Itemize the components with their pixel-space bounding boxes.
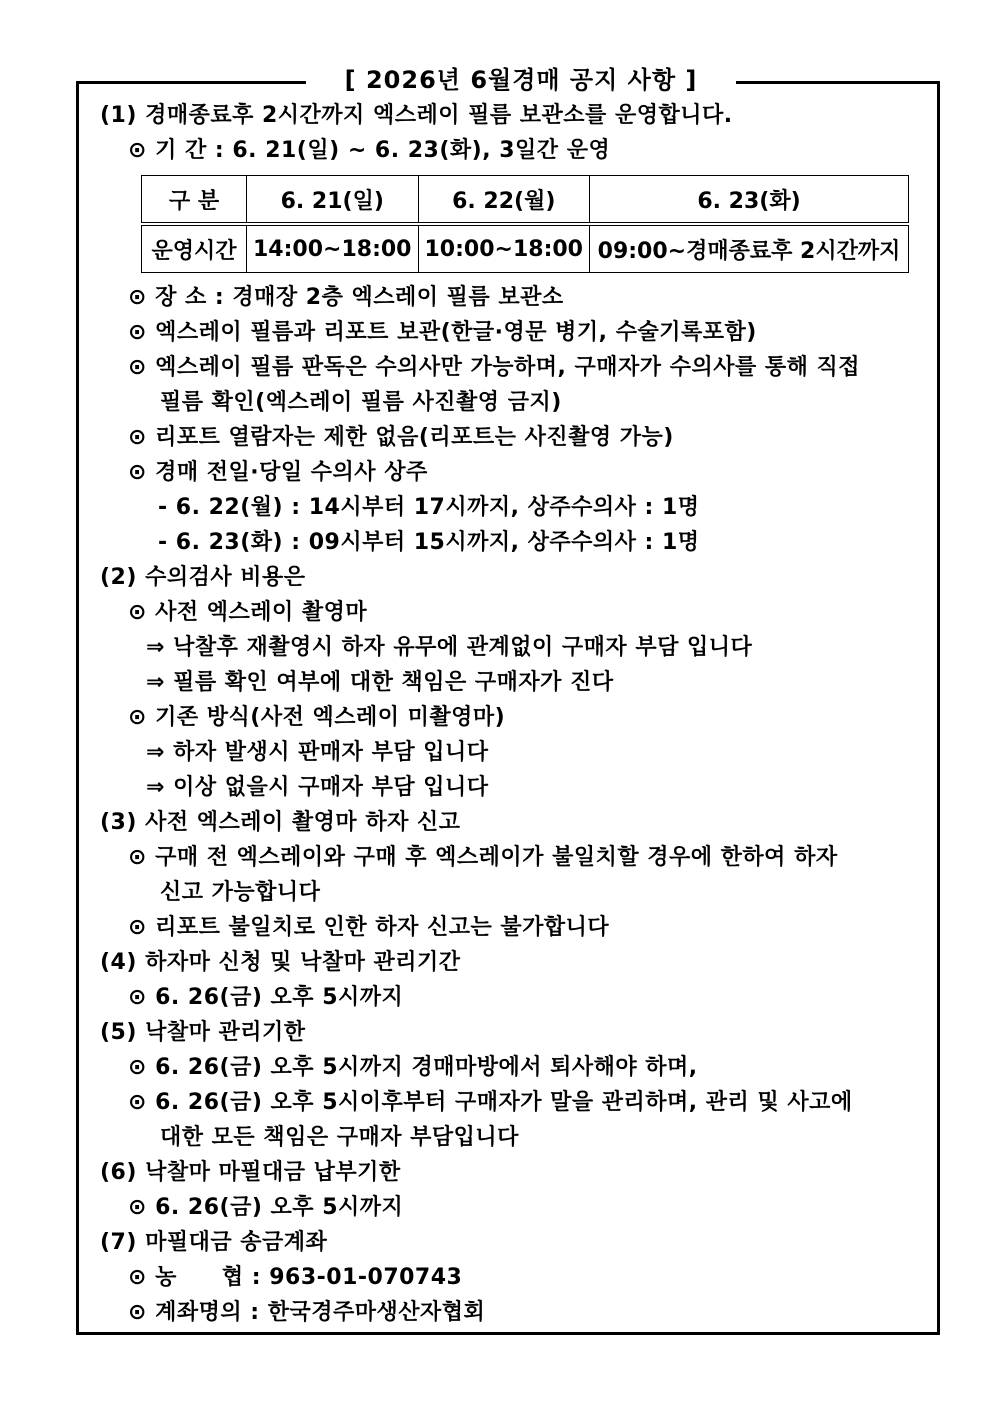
notice-content <box>100 98 930 1330</box>
list-item: ⊙ 엑스레이 필름 판독은 수의사만 가능하며, 구매자가 수의사를 통해 직접 <box>128 355 861 380</box>
list-item-continuation: 대한 모든 책임은 구매자 부담입니다 <box>160 1125 519 1150</box>
section-3-heading: (3) 사전 엑스레이 촬영마 하자 신고 <box>100 810 461 835</box>
list-item: ⊙ 사전 엑스레이 촬영마 <box>128 600 368 625</box>
arrow-item: ⇒ 낙찰후 재촬영시 하자 유무에 관계없이 구매자 부담 입니다 <box>146 635 753 660</box>
schedule-cell: 운영시간 <box>142 224 247 273</box>
schedule-data-row <box>142 224 909 273</box>
schedule-cell: 10:00~18:00 <box>418 224 590 273</box>
arrow-item: ⇒ 하자 발생시 판매자 부담 입니다 <box>146 740 489 765</box>
schedule-header-row <box>142 176 909 225</box>
list-item-continuation: 필름 확인(엑스레이 필름 사진촬영 금지) <box>160 390 562 415</box>
schedule-table <box>141 175 909 273</box>
list-item: ⊙ 6. 26(금) 오후 5시이후부터 구매자가 말을 관리하며, 관리 및 사고에 <box>128 1090 853 1115</box>
schedule-header-cell: 구 분 <box>142 176 247 225</box>
arrow-item: ⇒ 필름 확인 여부에 대한 책임은 구매자가 진다 <box>146 670 614 695</box>
notice-title: [ 2026년 6월경매 공지 사항 ] <box>306 62 736 98</box>
section-7-heading: (7) 마필대금 송금계좌 <box>100 1230 328 1255</box>
list-item: ⊙ 6. 26(금) 오후 5시까지 경매마방에서 퇴사해야 하며, <box>128 1055 698 1080</box>
account-holder-item: ⊙ 계좌명의 : 한국경주마생산자협회 <box>128 1300 486 1325</box>
schedule-cell: 09:00~경매종료후 2시간까지 <box>590 224 909 273</box>
sub-item: - 6. 23(화) : 09시부터 15시까지, 상주수의사 : 1명 <box>158 530 700 555</box>
list-item: ⊙ 리포트 열람자는 제한 없음(리포트는 사진촬영 가능) <box>128 425 674 450</box>
section-2-heading: (2) 수의검사 비용은 <box>100 565 306 590</box>
list-item: ⊙ 장 소 : 경매장 2층 엑스레이 필름 보관소 <box>128 285 564 310</box>
schedule-header-cell: 6. 21(일) <box>247 176 419 225</box>
bank-item: ⊙ 농 협 : 963-01-070743 <box>128 1265 463 1290</box>
section-4-heading: (4) 하자마 신청 및 낙찰마 관리기간 <box>100 950 461 975</box>
schedule-header-cell: 6. 22(월) <box>418 176 590 225</box>
section-5-heading: (5) 낙찰마 관리기한 <box>100 1020 306 1045</box>
list-item: ⊙ 리포트 불일치로 인한 하자 신고는 불가합니다 <box>128 915 610 940</box>
sub-item: - 6. 22(월) : 14시부터 17시까지, 상주수의사 : 1명 <box>158 495 700 520</box>
list-item: ⊙ 구매 전 엑스레이와 구매 후 엑스레이가 불일치할 경우에 한하여 하자 <box>128 845 838 870</box>
list-item: ⊙ 6. 26(금) 오후 5시까지 <box>128 1195 404 1220</box>
list-item: ⊙ 6. 26(금) 오후 5시까지 <box>128 985 404 1010</box>
list-item-continuation: 신고 가능합니다 <box>160 880 321 905</box>
section-6-heading: (6) 낙찰마 마필대금 납부기한 <box>100 1160 401 1185</box>
arrow-item: ⇒ 이상 없을시 구매자 부담 입니다 <box>146 775 489 800</box>
list-item: ⊙ 엑스레이 필름과 리포트 보관(한글·영문 병기, 수술기록포함) <box>128 320 757 345</box>
list-item: ⊙ 기존 방식(사전 엑스레이 미촬영마) <box>128 705 506 730</box>
schedule-cell: 14:00~18:00 <box>247 224 419 273</box>
schedule-header-cell: 6. 23(화) <box>590 176 909 225</box>
list-item: ⊙ 경매 전일·당일 수의사 상주 <box>128 460 428 485</box>
section-1-period: ⊙ 기 간 : 6. 21(일) ~ 6. 23(화), 3일간 운영 <box>128 138 611 163</box>
section-1-heading: (1) 경매종료후 2시간까지 엑스레이 필름 보관소를 운영합니다. <box>100 103 733 128</box>
